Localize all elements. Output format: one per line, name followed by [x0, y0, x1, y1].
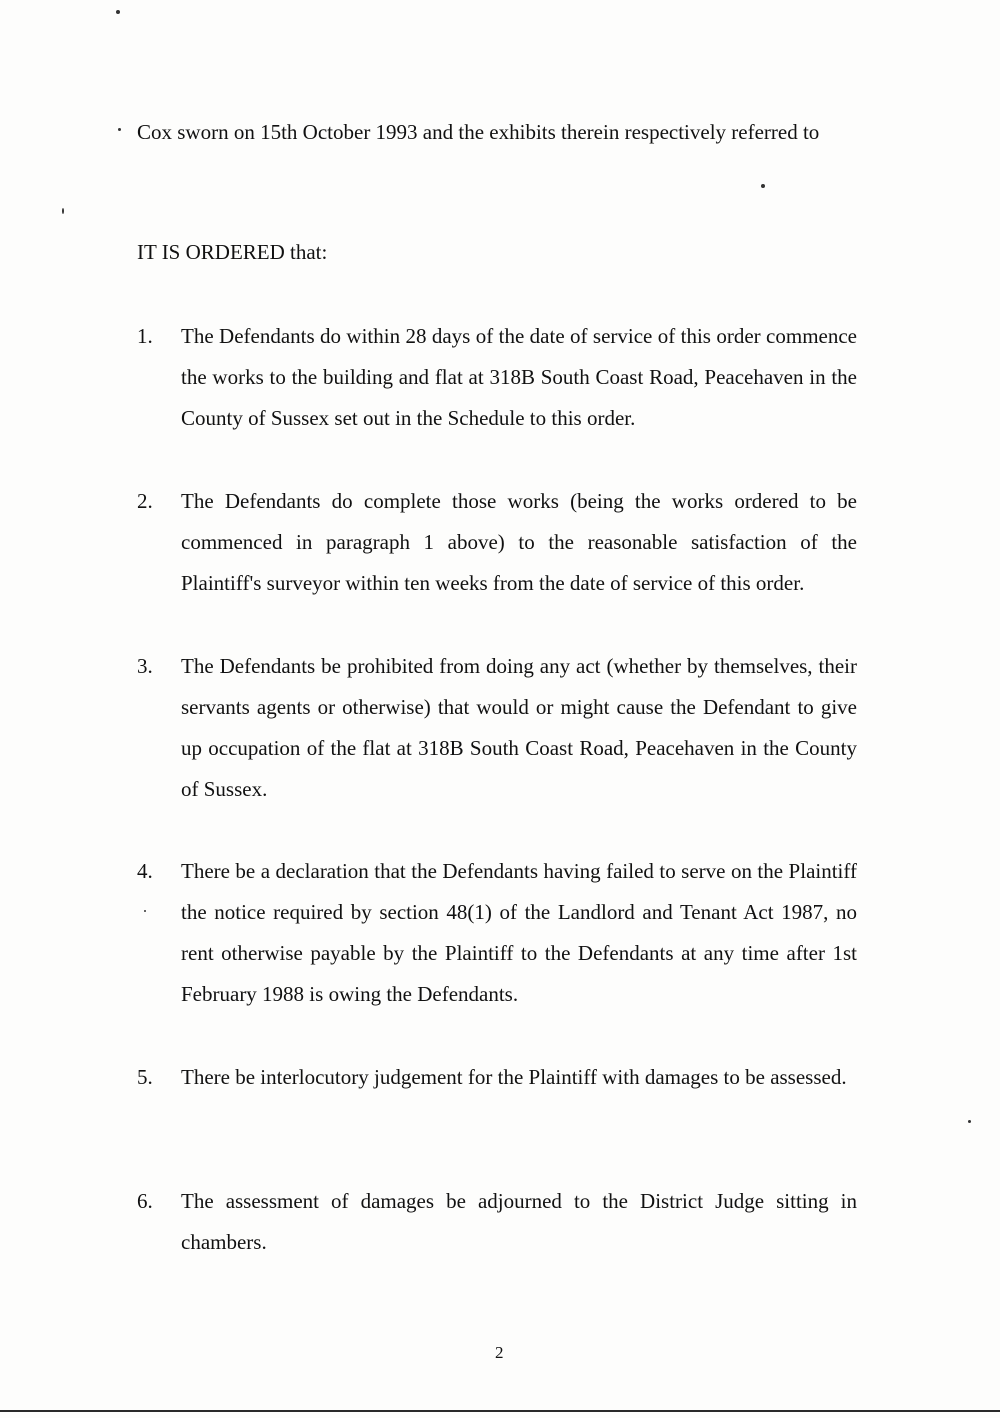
order-paragraph: [137, 851, 857, 1015]
paragraph-text: The assessment of damages be adjourned to the District Judge sitting in chambers.: [181, 1189, 857, 1254]
order-paragraph: [137, 481, 857, 604]
paragraph-number: 4.: [137, 859, 153, 883]
page-number: 2: [495, 1343, 504, 1362]
scan-speck: [116, 10, 120, 14]
scan-speck: [761, 184, 765, 188]
paragraph-number: 1.: [137, 324, 153, 348]
paragraph-number: 6.: [137, 1189, 153, 1213]
scan-speck: [968, 1120, 971, 1123]
scan-speck: [62, 208, 64, 214]
order-paragraph: [137, 1181, 857, 1263]
bottom-scan-edge: [0, 1410, 1000, 1412]
intro-text: Cox sworn on 15th October 1993 and the exhibits therein respectively referred to: [137, 120, 820, 144]
paragraph-text: The Defendants do within 28 days of the date of service of this order commence the works to the building and flat at 318B South Coast Road, Peacehaven in the County of Sussex set out in the Schedule to this order.: [181, 324, 857, 430]
order-paragraph: [137, 1057, 857, 1098]
order-paragraph: [137, 646, 857, 810]
paragraph-number: 5.: [137, 1065, 153, 1089]
paragraph-text: The Defendants be prohibited from doing any act (whether by themselves, their servants agents or otherwise) that would or might cause the Defendant to give up occupation of the flat at 318B South Coast Road, Peacehaven in the County of Sussex.: [181, 654, 857, 801]
order-paragraph: [137, 316, 857, 439]
paragraph-number: 3.: [137, 654, 153, 678]
paragraph-text: There be a declaration that the Defendants having failed to serve on the Plaintiff the notice required by section 48(1) of the Landlord and Tenant Act 1987, no rent otherwise payable by the Plaintiff to the Defendants at any time after 1st February 1988 is owing the Defendants.: [181, 859, 857, 1006]
scan-speck: [118, 128, 121, 131]
paragraph-text: There be interlocutory judgement for the Plaintiff with damages to be assessed.: [181, 1065, 847, 1089]
paragraph-text: The Defendants do complete those works (being the works ordered to be commenced in paragraph 1 above) to the reasonable satisfaction of the Plaintiff's surveyor within ten weeks from the date of service of this order.: [181, 489, 857, 595]
paragraph-number: 2.: [137, 489, 153, 513]
order-heading: IT IS ORDERED that:: [137, 240, 328, 264]
